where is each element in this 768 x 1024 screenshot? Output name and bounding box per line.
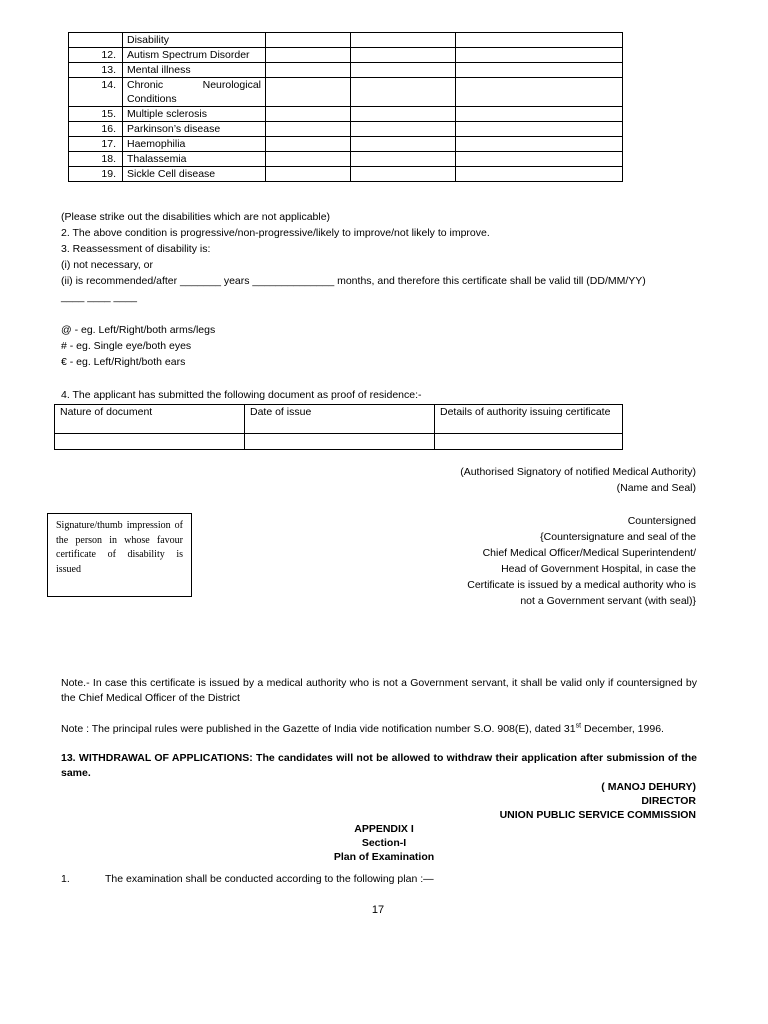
item-1-text: The examination shall be conducted according to the following plan :— (105, 873, 434, 885)
disability-blank-cell (266, 122, 351, 137)
residence-header-row (55, 405, 623, 434)
note-gazette-text-end: December, 1996. (581, 723, 664, 735)
residence-heading: 4. The applicant has submitted the following document as proof of residence:- (61, 389, 422, 401)
residence-cell (245, 434, 435, 450)
item-1-number: 1. (61, 873, 70, 885)
disability-row (69, 122, 623, 137)
disability-blank-cell (266, 63, 351, 78)
disability-blank-cell (266, 137, 351, 152)
disability-blank-cell (266, 107, 351, 122)
disability-blank-cell (266, 152, 351, 167)
countersigned-label: Countersigned (627, 515, 696, 527)
disability-row (69, 107, 623, 122)
disability-blank-cell (351, 48, 456, 63)
countersigned-line4: Head of Government Hospital, in case the (501, 563, 696, 575)
disability-name: Mental illness (123, 63, 266, 78)
disability-name: Autism Spectrum Disorder (123, 48, 266, 63)
disability-number: 13. (69, 63, 123, 78)
signatory-line2: (Name and Seal) (616, 482, 696, 494)
disability-number: 16. (69, 122, 123, 137)
disability-name: Parkinson’s disease (123, 122, 266, 137)
disability-blank-cell (456, 78, 623, 107)
disability-row (69, 78, 623, 107)
disability-number: 15. (69, 107, 123, 122)
appendix-title: APPENDIX I (354, 823, 414, 835)
disability-blank-cell (351, 63, 456, 78)
signatory-line1: (Authorised Signatory of notified Medical Authority) (460, 466, 696, 478)
disability-row (69, 167, 623, 182)
disability-blank-cell (266, 48, 351, 63)
disability-blank-cell (351, 107, 456, 122)
disability-row (69, 137, 623, 152)
condition-item-2: 2. The above condition is progressive/non-progressive/likely to improve/not likely to improve. (61, 227, 490, 239)
director-title: DIRECTOR (641, 795, 696, 807)
disability-blank-cell (351, 137, 456, 152)
strike-note: (Please strike out the disabilities which are not applicable) (61, 211, 331, 223)
note-validity: Note.- In case this certificate is issued by a medical authority who is not a Government servant, it shall be valid only if countersigned by the Chief Medical Officer of the District (61, 677, 697, 704)
disability-name: Chronic Neurological Conditions (123, 78, 266, 107)
disability-table (68, 32, 623, 182)
disability-name: Haemophilia (123, 137, 266, 152)
countersigned-line2: {Countersignature and seal of the (540, 531, 696, 543)
disability-blank-cell (456, 122, 623, 137)
disability-blank-cell (456, 63, 623, 78)
countersigned-line3: Chief Medical Officer/Medical Superintendent/ (482, 547, 696, 559)
date-blank: ____ ____ ____ (61, 291, 137, 303)
disability-name: Multiple sclerosis (123, 107, 266, 122)
disability-row (69, 152, 623, 167)
residence-col-nature: Nature of document (55, 405, 245, 434)
disability-name: Sickle Cell disease (123, 167, 266, 182)
residence-cell (435, 434, 623, 450)
appendix-section: Section-I (361, 837, 407, 849)
condition-item-3-i: (i) not necessary, or (61, 259, 154, 271)
residence-col-date: Date of issue (245, 405, 435, 434)
disability-row (69, 48, 623, 63)
disability-blank-cell (351, 78, 456, 107)
disability-blank-cell (351, 33, 456, 48)
disability-blank-cell (456, 107, 623, 122)
residence-table (54, 404, 623, 450)
disability-row (69, 63, 623, 78)
director-org: UNION PUBLIC SERVICE COMMISSION (499, 809, 696, 821)
disability-name: Disability (123, 33, 266, 48)
residence-col-authority: Details of authority issuing certificate (435, 405, 623, 434)
legend-hash: # - eg. Single eye/both eyes (61, 340, 192, 352)
note-gazette-text: Note : The principal rules were published in the Gazette of India vide notification number S.O. 908(E), dated 31 (61, 723, 576, 735)
legend-euro: € - eg. Left/Right/both ears (61, 356, 186, 368)
page-number: 17 (371, 904, 385, 916)
disability-number: 18. (69, 152, 123, 167)
disability-blank-cell (351, 152, 456, 167)
disability-name: Thalassemia (123, 152, 266, 167)
residence-empty-row (55, 434, 623, 450)
disability-blank-cell (266, 33, 351, 48)
withdrawal-clause: 13. WITHDRAWAL OF APPLICATIONS: The candidates will not be allowed to withdraw their application after submission of the same. (61, 752, 697, 779)
disability-blank-cell (456, 48, 623, 63)
note-gazette-sup: st (575, 722, 582, 730)
disability-number: 14. (69, 78, 123, 107)
disability-blank-cell (266, 78, 351, 107)
legend-at: @ - eg. Left/Right/both arms/legs (61, 324, 216, 336)
signature-box: Signature/thumb impression of the person in whose favour certificate of disability is issued (47, 513, 192, 597)
disability-number: 17. (69, 137, 123, 152)
disability-number: 19. (69, 167, 123, 182)
appendix-plan: Plan of Examination (333, 851, 435, 863)
countersigned-line6: not a Government servant (with seal)} (520, 595, 696, 607)
condition-item-3-ii: (ii) is recommended/after _______ years ______________ months, and therefore this certificate shall be valid till (DD/MM/YY) (61, 275, 646, 287)
disability-blank-cell (351, 122, 456, 137)
disability-blank-cell (456, 167, 623, 182)
disability-blank-cell (456, 152, 623, 167)
disability-number: 12. (69, 48, 123, 63)
disability-blank-cell (351, 167, 456, 182)
disability-blank-cell (456, 137, 623, 152)
director-name: ( MANOJ DEHURY) (601, 781, 696, 793)
disability-row (69, 33, 623, 48)
countersigned-line5: Certificate is issued by a medical authority who is (467, 579, 696, 591)
condition-item-3: 3. Reassessment of disability is: (61, 243, 211, 255)
disability-blank-cell (266, 167, 351, 182)
note-gazette (61, 722, 697, 737)
disability-blank-cell (456, 33, 623, 48)
disability-number (69, 33, 123, 48)
residence-cell (55, 434, 245, 450)
